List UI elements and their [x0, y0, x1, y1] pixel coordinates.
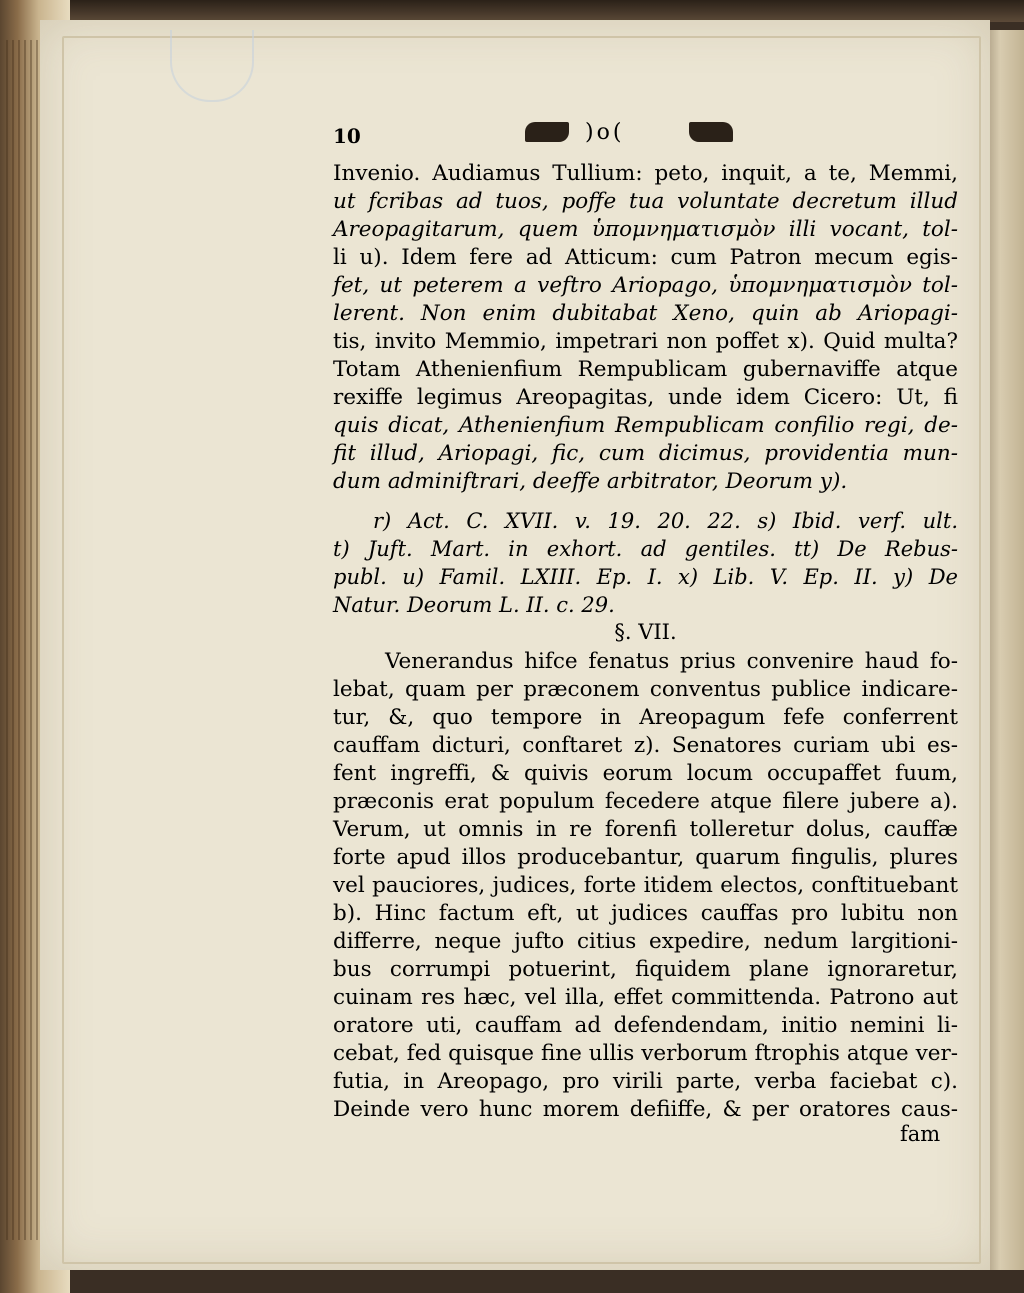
text-line: cebat, fed quisque fine ullis verborum ftrophis atque ver-: [333, 1041, 958, 1066]
text-line: fit illud, Ariopagi, fic, cum dicimus, providentia mun-: [333, 441, 958, 466]
footnote-line: t) Juft. Mart. in exhort. ad gentiles. tt) De Rebus-: [333, 537, 958, 561]
facing-page-edge: [984, 30, 1024, 1270]
text-line: Areopagitarum, quem ὑπομνηματισμὸν illi vocant, tol-: [333, 217, 958, 242]
text-line: b). Hinc factum eft, ut judices cauffas pro lubitu non: [333, 901, 958, 926]
text-line: ut fcribas ad tuos, poffe tua voluntate decretum illud: [333, 189, 958, 214]
text-line: fet, ut peterem a veftro Ariopago, ὑπομνηματισμὸν tol-: [333, 273, 958, 298]
running-header: [333, 116, 958, 152]
text-line: lebat, quam per præconem conventus publice indicare-: [333, 677, 958, 702]
text-line: oratore uti, cauffam ad defendendam, initio nemini li-: [333, 1013, 958, 1038]
footnote-line: Natur. Deorum L. II. c. 29.: [333, 593, 615, 617]
text-line: Totam Athenienfium Rempublicam gubernaviffe atque: [333, 357, 958, 382]
text-line: Invenio. Audiamus Tullium: peto, inquit, a te, Memmi,: [333, 161, 958, 186]
text-line: Verum, ut omnis in re forenfi tolleretur dolus, cauffæ: [333, 817, 958, 842]
text-line: rexiffe legimus Areopagitas, unde idem Cicero: Ut, fi: [333, 385, 958, 410]
left-ornament-icon: [525, 122, 569, 142]
page-number: 10: [333, 124, 361, 148]
text-line: vel pauciores, judices, forte itidem electos, conftituebant: [333, 873, 958, 898]
text-line: quis dicat, Athenienfium Rempublicam confilio regi, de-: [333, 413, 958, 438]
text-line: lerent. Non enim dubitabat Xeno, quin ab Ariopagi-: [333, 301, 958, 326]
text-line: tur, &, quo tempore in Areopagum fefe conferrent: [333, 705, 958, 730]
text-line: Venerandus hifce fenatus prius convenire haud fo-: [385, 649, 958, 674]
text-line: cauffam dicturi, conftaret z). Senatores curiam ubi es-: [333, 733, 958, 758]
text-line: cuinam res hæc, vel illa, effet committenda. Patrono aut: [333, 985, 958, 1010]
text-line: li u). Idem fere ad Atticum: cum Patron mecum egis-: [333, 245, 958, 270]
section-heading: §. VII.: [614, 620, 677, 644]
text-line: bus corrumpi potuerint, fiquidem plane ignoraretur,: [333, 957, 958, 982]
text-line: differre, neque jufto citius expedire, nedum largitioni-: [333, 929, 958, 954]
footnote-line: publ. u) Famil. LXIII. Ep. I. x) Lib. V. Ep. II. y) De: [333, 565, 958, 589]
header-mark: )o(: [585, 120, 625, 145]
right-ornament-icon: [689, 122, 733, 142]
text-line: forte apud illos producebantur, quarum fingulis, plures: [333, 845, 958, 870]
text-line: dum adminiftrari, deeffe arbitrator, Deorum y).: [333, 469, 848, 494]
book-top-edge: [0, 0, 1024, 22]
text-line: fent ingreffi, & quivis eorum locum occupaffet fuum,: [333, 761, 958, 786]
footnote-line: r) Act. C. XVII. v. 19. 20. 22. s) Ibid. verf. ult.: [373, 509, 958, 533]
catchword: fam: [900, 1122, 941, 1146]
text-line: tis, invito Memmio, impetrari non poffet x). Quid multa?: [333, 329, 958, 354]
text-line: futia, in Areopago, pro virili parte, verba faciebat c).: [333, 1069, 958, 1094]
text-line: præconis erat populum fecedere atque filere jubere a).: [333, 789, 958, 814]
text-line: Deinde vero hunc morem defiiffe, & per oratores caus-: [333, 1097, 958, 1122]
